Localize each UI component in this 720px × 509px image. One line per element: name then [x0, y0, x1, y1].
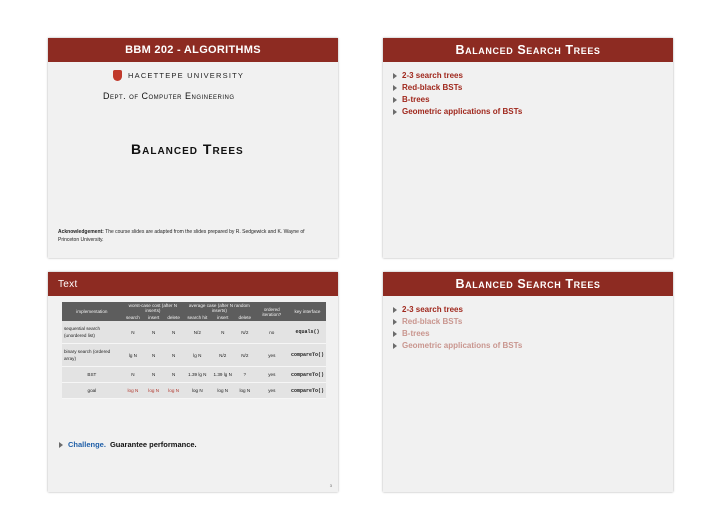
row-name: goal: [62, 383, 122, 399]
acknowledgement-label: Acknowledgement:: [58, 229, 104, 235]
challenge-label: Challenge.: [68, 440, 106, 449]
table-row: [62, 321, 326, 344]
table-cell: N: [144, 344, 163, 367]
slide-header: [383, 38, 673, 62]
ordered-cell: yes: [255, 367, 289, 383]
col-group-worst-case: worst-case cost (after N inserts): [122, 302, 184, 314]
bullet-triangle-icon: [393, 97, 397, 103]
page-number: 3: [329, 483, 332, 488]
table-cell: log N: [144, 383, 163, 399]
table-row: [62, 344, 326, 367]
table-cell: log N: [211, 383, 235, 399]
col-insert: insert: [144, 314, 163, 321]
bullet-triangle-icon: [393, 319, 397, 325]
topic-item: Geometric applications of BSTs: [393, 107, 522, 116]
topic-list: [393, 305, 522, 353]
slide-title: Balanced Search Trees: [455, 43, 601, 57]
table-cell: N: [122, 367, 144, 383]
topic-item: B-trees: [393, 95, 522, 104]
table-row: [62, 383, 326, 399]
topic-item: B-trees: [393, 329, 522, 338]
topic-list: [393, 71, 522, 119]
col-group-average-case: average case (after N random inserts): [184, 302, 255, 314]
slide-1: [48, 38, 338, 258]
table-cell: N/2: [184, 321, 211, 344]
row-name: BST: [62, 367, 122, 383]
table-cell: N: [163, 367, 184, 383]
col-delete: delete: [163, 314, 184, 321]
bullet-triangle-icon: [393, 73, 397, 79]
table-cell: N: [122, 321, 144, 344]
table-cell: 1.39 lg N: [211, 367, 235, 383]
symbol-table-comparison: [62, 302, 326, 399]
acknowledgement: [58, 228, 323, 244]
bullet-triangle-icon: [393, 331, 397, 337]
slide-title: Text: [58, 278, 78, 290]
key-cell: compareTo(): [289, 383, 326, 399]
slide-4: [383, 272, 673, 492]
table-cell: 1.39 lg N: [184, 367, 211, 383]
topic-item: 2-3 search trees: [393, 305, 522, 314]
col-delete: delete: [235, 314, 255, 321]
topic-item: Geometric applications of BSTs: [393, 341, 522, 350]
university-logo: [113, 70, 244, 81]
slide-header: [48, 272, 338, 296]
key-cell: compareTo(): [289, 367, 326, 383]
topic-item: 2-3 search trees: [393, 71, 522, 80]
topic-item: Red-black BSTs: [393, 83, 522, 92]
bullet-triangle-icon: [393, 343, 397, 349]
table-cell: log N: [163, 383, 184, 399]
acknowledgement-text: The course slides are adapted from the slides prepared by R. Sedgewick and K. Wayne of Princeton University.: [58, 229, 305, 243]
slide-header: [383, 272, 673, 296]
ordered-cell: yes: [255, 344, 289, 367]
slide-3: [48, 272, 338, 492]
table-cell: lg N: [184, 344, 211, 367]
slide-title: Balanced Search Trees: [455, 277, 601, 291]
row-name: sequential search (unordered list): [62, 321, 122, 344]
col-search-hit: search hit: [184, 314, 211, 321]
course-title: BBM 202 - ALGORITHMS: [125, 44, 261, 56]
table-cell: log N: [122, 383, 144, 399]
challenge-line: [59, 440, 197, 449]
topic-item: Red-black BSTs: [393, 317, 522, 326]
ordered-cell: no: [255, 321, 289, 344]
table-cell: N: [144, 367, 163, 383]
bullet-triangle-icon: [393, 307, 397, 313]
table-cell: N/2: [235, 344, 255, 367]
bullet-triangle-icon: [393, 85, 397, 91]
table-cell: N/2: [211, 344, 235, 367]
col-ordered-iteration: ordered iteration?: [255, 302, 289, 321]
table-cell: log N: [184, 383, 211, 399]
row-name: binary search (ordered array): [62, 344, 122, 367]
bullet-triangle-icon: [59, 442, 63, 448]
table-cell: N: [144, 321, 163, 344]
university-name: HACETTEPE UNIVERSITY: [128, 71, 245, 80]
table-cell: N: [163, 321, 184, 344]
table-cell: N: [211, 321, 235, 344]
table-cell: N: [163, 344, 184, 367]
ordered-cell: yes: [255, 383, 289, 399]
table-cell: ?: [235, 367, 255, 383]
table-cell: N/2: [235, 321, 255, 344]
col-insert: insert: [211, 314, 235, 321]
lecture-title: Balanced Trees: [131, 141, 244, 157]
university-emblem-icon: [113, 70, 122, 81]
col-key-interface: key interface: [289, 302, 326, 321]
col-search: search: [122, 314, 144, 321]
slide-2: [383, 38, 673, 258]
key-cell: equals(): [289, 321, 326, 344]
key-cell: compareTo(): [289, 344, 326, 367]
slide-header: [48, 38, 338, 62]
table-row: [62, 367, 326, 383]
table-cell: lg N: [122, 344, 144, 367]
table-cell: log N: [235, 383, 255, 399]
bullet-triangle-icon: [393, 109, 397, 115]
col-implementation: implementation: [62, 302, 122, 321]
department-name: Dept. of Computer Engineering: [103, 91, 235, 101]
challenge-text: Guarantee performance.: [109, 440, 197, 449]
